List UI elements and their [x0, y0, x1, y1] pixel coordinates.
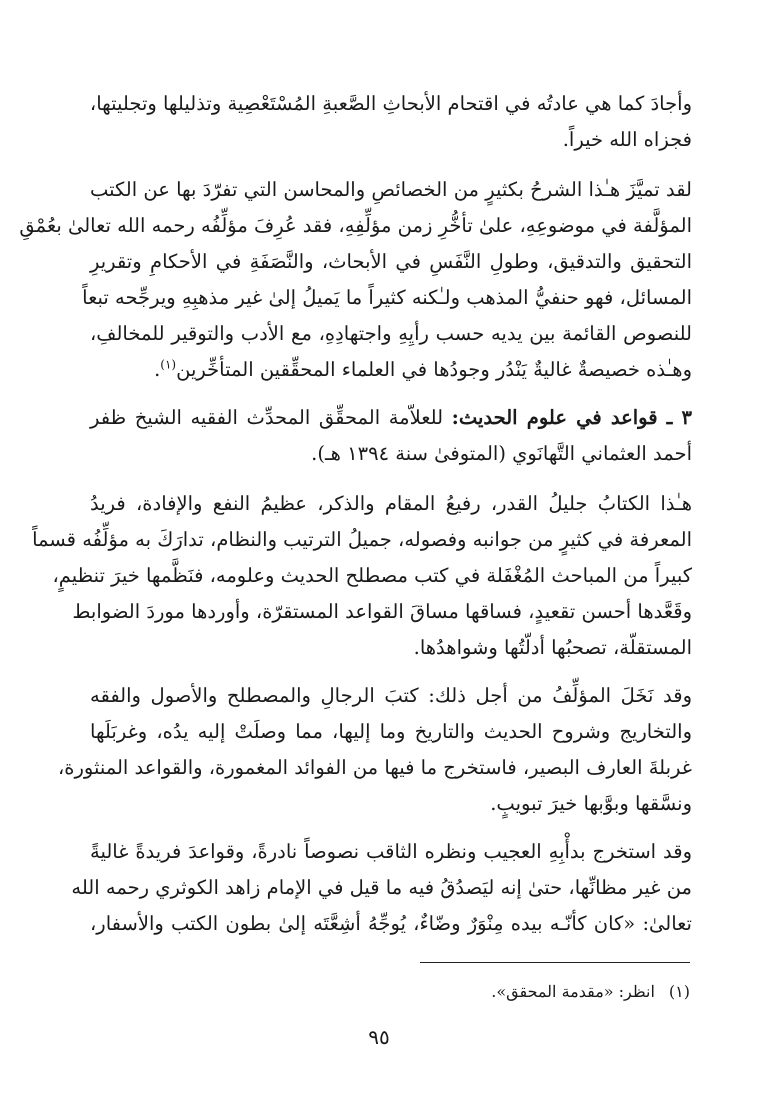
text-line: وقد نَخَلَ المؤلِّفُ من أجل ذلك: كتبَ الرجالِ والمصطلح والأصول والفقه: [90, 684, 692, 707]
footnote-reference[interactable]: (١): [160, 357, 177, 372]
text-line: ونسَّقها وبوَّبها خيرَ تبويبٍ.: [490, 792, 692, 815]
footnote: [491, 980, 690, 1004]
text-line: فجزاه الله خيراً.: [562, 128, 692, 151]
text-line-with-footnote: [90, 352, 692, 388]
paragraph-2: [19, 172, 692, 388]
text-line-with-heading: [90, 400, 692, 436]
paragraph-4: [32, 486, 692, 666]
page-body: [19, 86, 693, 942]
footnote-divider: [420, 962, 690, 963]
footnote-text: انظر: «مقدمة المحقق».: [491, 982, 655, 1001]
text-line: غربلةَ العارف البصير، فاستخرج ما فيها من الفوائد المغمورة، والقواعد المنثورة،: [57, 756, 692, 779]
text-line: وأجادَ كما هي عادتُه في اقتحام الأبحاثِ الصَّعبةِ المُسْتَعْصِية وتذليلها وتجليتها،: [89, 92, 692, 115]
section-heading: ٣ ـ قواعد في علوم الحديث:: [451, 406, 693, 429]
text-line: للعلاّمة المحقِّق المحدِّث الفقيه الشيخ ظفر: [90, 406, 444, 429]
page-number: ٩٥: [368, 1025, 390, 1049]
text-line: المستقلّة، تصحبُها أدلّتُها وشواهدُها.: [413, 636, 692, 659]
text-line: للنصوص القائمة بين يديه حسب رأيِهِ واجتهادِهِ، مع الأدب والتوقير للمخالفِ،: [90, 322, 692, 345]
text-line: التحقيق والتدقيق، وطولِ النَّفَسِ في الأبحاث، والنَّصَفَةِ في الأحكامِ وتقريرِ: [90, 250, 692, 273]
paragraph-3: [90, 400, 692, 472]
text-line: من غير مظانِّها، حتىٰ إنه ليَصدُقُ فيه ما قيل في الإمام زاهد الكوثري رحمه الله: [71, 876, 692, 899]
footnote-number: (١): [668, 982, 690, 1001]
text-line: وقَعَّدها أحسن تقعيدٍ، فساقها مساقَ القواعد المستقرّة، وأوردها موردَ الضوابط: [72, 600, 692, 623]
paragraph-6: [71, 834, 692, 942]
text-line: المؤلَّفة في موضوعِهِ، علىٰ تأخُّرِ زمن مؤلِّفِهِ، فقد عُرِفَ مؤلِّفُه رحمه الله تعالىٰ بعُمْقِ: [19, 214, 692, 237]
paragraph-1: [90, 86, 692, 158]
text-line: وقد استخرج بدأْبِهِ العجيب ونظره الثاقب نصوصاً نادرةً، وقواعدَ فريدةً غاليةً: [90, 840, 692, 863]
text-line: المعرفة في كثيرٍ من جوانبه وفصوله، جميلُ الترتيب والنظام، تدارَكَ به مؤلِّفُه قسماً: [32, 528, 692, 551]
text-line: أحمد العثماني التَّهانَوي (المتوفىٰ سنة ١٣٩٤ هـ).: [311, 442, 692, 465]
text-line: لقد تميَّزَ هـٰذا الشرحُ بكثيرٍ من الخصائصِ والمحاسن التي تفرّدَ بها عن الكتب: [90, 178, 692, 201]
text-line: والتخاريج وشروح الحديث والتاريخ وما إليها، مما وصلَتْ إليه يدُه، وغربَلَها: [90, 720, 692, 743]
text-line: كبيراً من المباحث المُغْفَلة في كتب مصطلح الحديث وعلومه، فنَظَّمها خيرَ تنظيمٍ،: [52, 564, 692, 587]
text-line: تعالىٰ: «كان كأنّـه بيده مِنْوَرٌ وضّاءٌ، يُوجِّهُ أشِعَّتَه إلىٰ بطون الكتب والأسفار،: [90, 912, 692, 935]
text-line: وهـٰذه خصيصةٌ غاليةٌ يَنْدُر وجودُها في العلماء المحقِّقين المتأخِّرين: [176, 358, 692, 381]
text-line: المسائل، فهو حنفيُّ المذهب ولـٰكنه كثيراً ما يَميلُ إلىٰ غير مذهبِهِ ويرجِّحه تبعاً: [82, 286, 692, 309]
text-line: هـٰذا الكتابُ جليلُ القدر، رفيعُ المقام والذكر، عظيمُ النفع والإفادة، فريدُ: [90, 492, 692, 515]
period: .: [154, 358, 161, 381]
paragraph-5: [57, 678, 692, 822]
